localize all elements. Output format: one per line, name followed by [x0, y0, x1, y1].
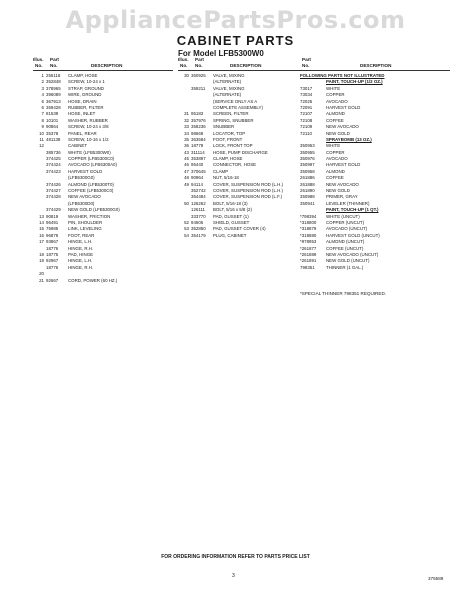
part-no: 374429: [46, 207, 61, 213]
parts-column-1: [33, 57, 173, 284]
part-no: 95440: [191, 162, 204, 168]
header-description: DESCRIPTION: [360, 63, 392, 68]
part-no: 94114: [191, 181, 203, 187]
part-description: COVER, SUSPENSION ROD (L.H.): [213, 188, 284, 194]
part-description: PIN, SHOULDER: [68, 219, 103, 225]
part-description: SHIELD, GUSSET: [213, 219, 250, 225]
part-no: 357976: [191, 117, 206, 123]
illus-no: 16: [39, 232, 44, 238]
part-description: COVER, SUSPENSION ROD (L.F.): [213, 194, 283, 200]
illus-no: 6: [41, 104, 44, 110]
part-no: *978953: [300, 239, 317, 245]
part-no: 396089: [46, 92, 61, 98]
part-description: CONNECTOR, HOSE: [213, 162, 257, 168]
part-description: WASHER, RUBBER: [68, 117, 108, 123]
part-description: LEVELER (THINNER): [326, 200, 370, 206]
part-description: VALVE, MIXING: [213, 85, 245, 91]
part-no: 81539: [46, 111, 59, 117]
header-no: No.: [180, 63, 188, 68]
part-no: 374423: [46, 168, 61, 174]
part-no: 359211: [191, 85, 206, 91]
part-no: 352742: [191, 188, 206, 194]
part-description: NEW AVOCADO: [326, 124, 359, 130]
part-no: *798394: [300, 213, 317, 219]
part-no: 374424: [46, 162, 61, 168]
part-description: NEW AVOCADO: [68, 194, 101, 200]
illus-no: 43: [184, 149, 189, 155]
parts-column-3: [300, 57, 450, 271]
part-description: WHITE (UNCUT): [326, 213, 360, 219]
part-no: 93867: [46, 239, 59, 245]
part-description: HINGE, L.H.: [68, 258, 93, 264]
part-description: COPPER: [326, 149, 345, 155]
illus-no: 32: [184, 117, 189, 123]
part-no: 350976: [300, 156, 315, 162]
illus-no: 53: [184, 226, 189, 232]
part-description: COFFEE: [326, 175, 344, 181]
part-no: 353897: [191, 156, 206, 162]
part-description: (LFB5300G0): [68, 175, 95, 181]
part-no: 72109: [300, 124, 313, 130]
illus-no: 1: [41, 73, 44, 78]
part-description: SNUBBER: [213, 124, 235, 130]
illus-no: 30: [184, 73, 189, 78]
part-no: *261891: [300, 258, 317, 264]
part-description: CLAMP, HOSE: [68, 73, 98, 78]
part-no: 72110: [300, 130, 312, 136]
part-no: 359428: [46, 104, 61, 110]
part-description: AVOCADO: [326, 98, 348, 104]
part-description: BOLT, 5/16-18 (3): [213, 200, 248, 206]
part-no: 350941: [300, 200, 315, 206]
illus-no: 49: [184, 181, 189, 187]
part-description: COFFEE (UNCUT): [326, 245, 364, 251]
not-illustrated-heading: FOLLOWING PARTS NOT ILLUSTRATED: [300, 73, 385, 78]
part-no: 352848: [46, 79, 61, 85]
part-description: CABINET: [68, 143, 88, 149]
part-no: 73034: [300, 92, 313, 98]
part-description: PLUG, CABINET: [213, 232, 247, 238]
part-description: WHITE (LFB5300W0): [68, 149, 111, 155]
illus-no: 34: [184, 130, 189, 136]
illus-no: 19: [39, 258, 44, 264]
part-no: 10101: [46, 117, 59, 123]
header-rule: [178, 70, 300, 71]
part-no: 352850: [191, 226, 206, 232]
header-description: DESCRIPTION: [230, 63, 262, 68]
part-description: NEW GOLD (LFB5300G0): [68, 207, 120, 213]
part-no: 370645: [191, 168, 206, 174]
part-description: PAD, HINGE: [68, 251, 94, 257]
illus-no: 5: [41, 98, 44, 104]
part-description: AVOCADO (LFB5300A0): [68, 162, 117, 168]
column-header: [300, 57, 450, 71]
part-no: 354179: [191, 232, 206, 238]
part-no: 374425: [46, 156, 61, 162]
part-no: 90864: [46, 124, 59, 130]
part-description: WASHER, FRICTION: [68, 213, 111, 219]
part-no: 481138: [46, 136, 61, 142]
part-description: COFFEE (LFB5300C0): [68, 188, 114, 194]
illus-no: 46: [184, 162, 189, 168]
part-no: 350953: [300, 143, 315, 149]
part-description: HINGE, R.H.: [68, 245, 94, 251]
part-no: 311114: [191, 149, 205, 155]
illus-no: 21: [39, 277, 44, 283]
part-no: 360925: [191, 73, 206, 78]
illus-no: 20: [39, 271, 44, 277]
part-description: WHITE: [326, 143, 341, 149]
part-description: PAINT, TOUCH-UP (1/2 OZ.): [326, 79, 383, 85]
document-code: 375589: [428, 576, 444, 581]
illus-no: 15: [39, 226, 44, 232]
illus-no: 36: [184, 143, 189, 149]
part-no: 374428: [46, 194, 61, 200]
part-description: ALMOND (LFB5300T0): [68, 181, 114, 187]
part-description: SPRING, SNUBBER: [213, 117, 254, 123]
part-description: HINGE, L.H.: [68, 239, 93, 245]
illus-no: 10: [39, 130, 44, 136]
part-no: 72091: [300, 104, 313, 110]
part-description: ALMOND: [326, 168, 345, 174]
part-description: LOCATOR, TOP: [213, 130, 246, 136]
part-no: 90964: [191, 175, 204, 181]
part-no: 90819: [46, 213, 59, 219]
part-description: HARVEST GOLD: [326, 162, 361, 168]
illus-no: 17: [39, 239, 44, 245]
part-description: AVOCADO: [326, 156, 348, 162]
part-no: 358236: [191, 124, 206, 130]
part-description: STRAP, GROUND: [68, 85, 105, 91]
part-no: 261888: [300, 181, 315, 187]
part-no: 96491: [46, 219, 59, 225]
part-description: HARVEST GOLD (UNCUT): [326, 232, 380, 238]
part-no: 72107: [300, 111, 313, 117]
part-description: COMPLETE ASSEMBLY): [213, 104, 263, 110]
illus-no: 47: [184, 168, 189, 174]
ordering-note: FOR ORDERING INFORMATION REFER TO PARTS PRICE LIST: [161, 554, 310, 560]
part-no: 18776: [46, 264, 59, 270]
part-description: CLAMP: [213, 168, 229, 174]
part-description: FOOT, FRONT: [213, 136, 243, 142]
table-row: [300, 265, 450, 271]
part-no: 95183: [191, 111, 204, 117]
part-no: 261886: [300, 175, 315, 181]
parts-list: [178, 73, 300, 239]
part-no: 126111: [191, 207, 205, 213]
part-no: 92967: [46, 258, 59, 264]
part-description: COPPER: [326, 92, 345, 98]
part-no: 350988: [300, 194, 315, 200]
part-description: THINNER (1 GAL.): [326, 264, 364, 270]
part-description: PAD, GUSSET COVER (4): [213, 226, 266, 232]
part-description: SPRAYBOMB (13 OZ.): [326, 136, 372, 142]
part-no: 385736: [46, 149, 61, 155]
part-no: *261889: [300, 251, 317, 257]
part-description: LINK, LEVELING: [68, 226, 102, 232]
header-no: No.: [302, 63, 310, 68]
part-description: SCREEN, FILTER: [213, 111, 249, 117]
part-description: SCREW, 10-24 x 3/8: [68, 124, 109, 130]
part-no: 75985: [46, 226, 59, 232]
part-no: 126262: [191, 200, 206, 206]
part-description: CORD, POWER (60 HZ.): [68, 277, 118, 283]
part-no: 798351: [300, 264, 315, 270]
part-no: 92667: [46, 277, 59, 283]
part-no: 94606: [191, 219, 204, 225]
illus-no: 12: [39, 143, 44, 149]
illus-no: 4: [41, 92, 44, 98]
part-description: NEW GOLD: [326, 188, 350, 194]
part-no: 363584: [191, 136, 206, 142]
table-row: [33, 278, 173, 284]
part-no: 367913: [46, 98, 61, 104]
illus-no: 33: [184, 124, 189, 130]
part-no: 374427: [46, 188, 61, 194]
model-subtitle: For Model LFB5300W0: [178, 49, 264, 58]
part-description: (LFB5300D0): [68, 200, 95, 206]
part-no: 18775: [46, 251, 59, 257]
part-description: PAINT, TOUCH-UP (1 QT.): [326, 207, 379, 213]
part-description: (SERVICE ONLY AS A: [213, 98, 258, 104]
parts-column-2: [178, 57, 300, 239]
part-description: COFFEE: [326, 117, 344, 123]
part-no: 350955: [300, 149, 315, 155]
part-description: WIRE, GROUND: [68, 92, 102, 98]
part-no: 378965: [46, 85, 61, 91]
parts-list: [300, 73, 450, 271]
parts-list: [33, 73, 173, 284]
part-description: HOSE, PUMP DISCHARGE: [213, 149, 268, 155]
part-description: HOSE, DRAIN: [68, 98, 97, 104]
part-description: (ALTERNATE): [213, 92, 242, 98]
header-no: No.: [35, 63, 43, 68]
part-description: NEW GOLD (UNCUT): [326, 258, 370, 264]
part-description: COVER, SUSPENSION ROD (L.H.): [213, 181, 284, 187]
illus-no: 14: [39, 219, 44, 225]
part-no: 72025: [300, 98, 313, 104]
part-description: RUBBER, FILTER: [68, 104, 104, 110]
part-description: VALVE, MIXING: [213, 73, 245, 78]
part-no: 73017: [300, 85, 313, 91]
part-description: HARVEST GOLD: [68, 168, 103, 174]
watermark: AppliancePartsPros.com: [65, 6, 406, 34]
part-description: COPPER (LFB5300C0): [68, 156, 115, 162]
column-header: [33, 57, 173, 71]
part-description: PRIMER, GRAY: [326, 194, 358, 200]
part-no: *261877: [300, 245, 317, 251]
illus-no: 8: [41, 117, 44, 123]
illus-no: 52: [184, 219, 189, 225]
illus-no: 7: [41, 111, 44, 117]
part-description: HOSE, INLET: [68, 111, 96, 117]
column-header: [178, 57, 300, 71]
part-no: 333770: [191, 213, 206, 219]
illus-no: 11: [39, 136, 44, 142]
part-no: 256118: [46, 73, 61, 78]
illus-no: 45: [184, 156, 189, 162]
header-part: Part: [302, 57, 311, 62]
header-no2: No.: [195, 63, 203, 68]
part-no: 350997: [300, 162, 315, 168]
part-description: PANEL, REAR: [68, 130, 97, 136]
header-part: Part: [50, 57, 59, 62]
part-no: *318879: [300, 226, 317, 232]
page-title: CABINET PARTS: [176, 33, 295, 48]
illus-no: 13: [39, 213, 44, 219]
part-description: NEW AVOCADO (UNCUT): [326, 251, 379, 257]
thinner-footnote: *SPECIAL THINNER 798351 REQUIRED.: [300, 291, 387, 296]
part-description: HINGE, R.H.: [68, 264, 94, 270]
part-no: 35378: [46, 130, 59, 136]
illus-no: 18: [39, 251, 44, 257]
part-no: 18776: [46, 245, 59, 251]
illus-no: 9: [41, 124, 44, 130]
part-description: WHITE: [326, 85, 341, 91]
table-row: [178, 233, 300, 239]
illus-no: 2: [41, 79, 44, 85]
part-description: ALMOND: [326, 111, 345, 117]
part-description: LOCK, FRONT TOP: [213, 143, 253, 149]
illus-no: 31: [184, 111, 189, 117]
illus-no: 35: [184, 136, 189, 142]
part-no: 96879: [46, 232, 59, 238]
page-number: 3: [232, 573, 235, 579]
part-no: 354484: [191, 194, 206, 200]
header-description: DESCRIPTION: [91, 63, 123, 68]
part-description: SCREW, 10-24 x 1: [68, 79, 105, 85]
part-description: NUT, 5/16-18: [213, 175, 239, 181]
header-part: Part: [195, 57, 204, 62]
part-no: 350958: [300, 168, 315, 174]
part-no: *318880: [300, 232, 317, 238]
part-description: CLAMP, HOSE: [213, 156, 243, 162]
part-no: 72108: [300, 117, 313, 123]
header-illus: Illus.: [33, 57, 44, 62]
part-description: SCREW, 10-16 x 1/2: [68, 136, 109, 142]
part-description: (ALTERNATE): [213, 79, 242, 85]
part-no: 98669: [191, 130, 204, 136]
part-description: BOLT, 5/16 x 5/8 (2): [213, 207, 252, 213]
part-no: 261890: [300, 188, 315, 194]
part-description: NEW AVOCADO: [326, 181, 359, 187]
part-no: *318800: [300, 219, 317, 225]
part-description: NEW GOLD: [326, 130, 350, 136]
part-no: 374426: [46, 181, 61, 187]
part-no: 18778: [191, 143, 204, 149]
header-rule: [300, 70, 450, 71]
illus-no: 3: [41, 85, 44, 91]
part-description: COPPER (UNCUT): [326, 219, 365, 225]
illus-no: 50: [184, 200, 189, 206]
part-description: FOOT, REAR: [68, 232, 95, 238]
illus-no: 54: [184, 232, 189, 238]
header-rule: [33, 70, 173, 71]
part-description: ALMOND (UNCUT): [326, 239, 365, 245]
part-description: PAD, GUSSET (1): [213, 213, 249, 219]
header-no2: No.: [50, 63, 58, 68]
part-description: HARVEST GOLD: [326, 104, 361, 110]
header-illus: Illus.: [178, 57, 189, 62]
part-description: AVOCADO (UNCUT): [326, 226, 368, 232]
illus-no: 48: [184, 175, 189, 181]
